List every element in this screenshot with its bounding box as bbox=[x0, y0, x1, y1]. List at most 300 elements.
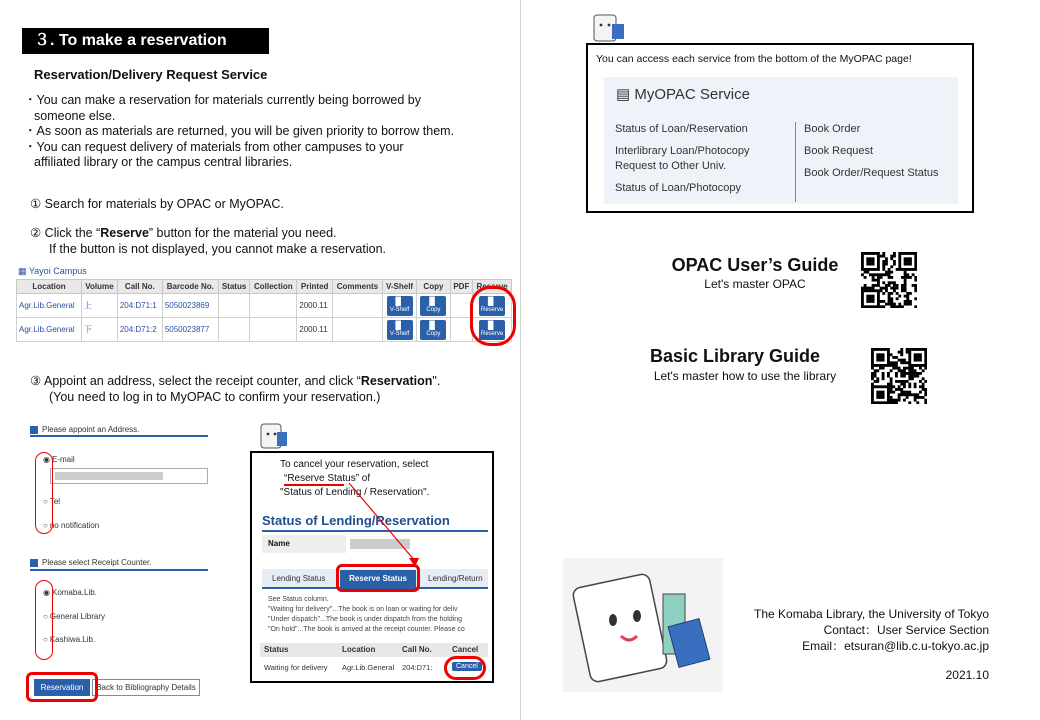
location-cell[interactable]: Agr.Lib.General bbox=[17, 294, 82, 318]
qr-module bbox=[876, 391, 879, 394]
qr-module bbox=[874, 305, 877, 308]
qr-code-icon[interactable] bbox=[871, 348, 927, 404]
qr-module bbox=[898, 380, 901, 383]
qr-module bbox=[898, 399, 901, 402]
qr-module bbox=[903, 385, 906, 388]
qr-module bbox=[885, 303, 888, 306]
qr-module bbox=[864, 305, 867, 308]
qr-module bbox=[909, 268, 912, 271]
qr-module bbox=[885, 271, 888, 274]
column-header: Printed bbox=[297, 280, 333, 294]
qr-module bbox=[888, 284, 891, 287]
qr-module bbox=[887, 383, 890, 386]
qr-module bbox=[866, 257, 869, 260]
qr-module bbox=[898, 263, 901, 266]
qr-module bbox=[877, 263, 880, 266]
status-cell bbox=[218, 294, 250, 318]
qr-module bbox=[877, 300, 880, 303]
qr-module bbox=[909, 263, 912, 266]
qr-module bbox=[866, 271, 869, 274]
qr-module bbox=[882, 367, 885, 370]
comments-cell bbox=[333, 318, 383, 342]
qr-module bbox=[900, 369, 903, 372]
qr-module bbox=[904, 300, 907, 303]
qr-module bbox=[864, 252, 867, 255]
reserve-button[interactable]: ▉ Reserve bbox=[479, 320, 505, 340]
qr-module bbox=[872, 279, 875, 282]
qr-module bbox=[892, 367, 895, 370]
qr-module bbox=[912, 252, 915, 255]
qr-module bbox=[914, 399, 917, 402]
myopac-note: You can access each service from the bottom of the MyOPAC page! bbox=[596, 53, 912, 65]
address-heading-text: Please appoint an Address. bbox=[42, 425, 140, 434]
qr-module bbox=[871, 359, 874, 362]
qr-module bbox=[871, 401, 874, 404]
qr-module bbox=[882, 393, 885, 396]
qr-module bbox=[877, 305, 880, 308]
qr-module bbox=[914, 393, 917, 396]
qr-module bbox=[916, 353, 919, 356]
qr-module bbox=[877, 279, 880, 282]
qr-module bbox=[904, 263, 907, 266]
qr-code-icon[interactable] bbox=[861, 252, 917, 308]
qr-module bbox=[908, 356, 911, 359]
qr-module bbox=[900, 348, 903, 351]
qr-module bbox=[924, 353, 927, 356]
qr-module bbox=[874, 364, 877, 367]
qr-module bbox=[908, 361, 911, 364]
qr-module bbox=[912, 284, 915, 287]
qr-module bbox=[871, 351, 874, 354]
qr-module bbox=[908, 351, 911, 354]
qr-module bbox=[887, 399, 890, 402]
column-header: Volume bbox=[82, 280, 118, 294]
qr-module bbox=[914, 364, 917, 367]
qr-module bbox=[872, 268, 875, 271]
qr-module bbox=[898, 385, 901, 388]
call-no-cell: 204:D71:1 bbox=[117, 294, 162, 318]
qr-module bbox=[903, 359, 906, 362]
qr-module bbox=[903, 391, 906, 394]
collection-cell bbox=[250, 294, 297, 318]
qr-module bbox=[896, 305, 899, 308]
qr-module bbox=[911, 372, 914, 375]
qr-module bbox=[909, 260, 912, 263]
qr-module bbox=[880, 300, 883, 303]
qr-module bbox=[916, 372, 919, 375]
qr-module bbox=[904, 287, 907, 290]
qr-module bbox=[879, 364, 882, 367]
radio-no-notification[interactable]: ○ no notification bbox=[43, 521, 99, 530]
qr-module bbox=[911, 375, 914, 378]
qr-module bbox=[887, 401, 890, 404]
qr-module bbox=[908, 393, 911, 396]
qr-module bbox=[908, 375, 911, 378]
step-3-text: ". bbox=[432, 374, 441, 388]
qr-module bbox=[871, 393, 874, 396]
qr-module bbox=[876, 385, 879, 388]
qr-module bbox=[888, 295, 891, 298]
qr-module bbox=[922, 396, 925, 399]
qr-module bbox=[874, 252, 877, 255]
qr-module bbox=[890, 271, 893, 274]
qr-module bbox=[906, 303, 909, 306]
qr-module bbox=[900, 361, 903, 364]
qr-module bbox=[861, 263, 864, 266]
radio-komaba[interactable]: ◉ Komaba.Lib. bbox=[43, 588, 97, 597]
qr-module bbox=[893, 260, 896, 263]
qr-module bbox=[869, 273, 872, 276]
qr-module bbox=[869, 300, 872, 303]
step-2 bbox=[30, 225, 337, 241]
qr-module bbox=[914, 265, 917, 268]
qr-module bbox=[892, 399, 895, 402]
qr-module bbox=[914, 396, 917, 399]
counter-heading bbox=[30, 558, 151, 567]
qr-module bbox=[904, 289, 907, 292]
qr-module bbox=[879, 391, 882, 394]
location-cell[interactable]: Agr.Lib.General bbox=[17, 318, 82, 342]
qr-module bbox=[871, 377, 874, 380]
qr-module bbox=[903, 393, 906, 396]
radio-email[interactable]: ◉ E-mail bbox=[43, 455, 75, 464]
campus-name: Yayoi Campus bbox=[28, 266, 87, 276]
qr-module bbox=[880, 287, 883, 290]
radio-kashiwa[interactable]: ○ Kashiwa.Lib. bbox=[43, 635, 95, 644]
qr-module bbox=[924, 367, 927, 370]
underline bbox=[284, 484, 344, 486]
qr-module bbox=[924, 356, 927, 359]
qr-module bbox=[916, 364, 919, 367]
qr-module bbox=[919, 356, 922, 359]
qr-module bbox=[869, 252, 872, 255]
qr-module bbox=[890, 300, 893, 303]
qr-module bbox=[877, 268, 880, 271]
qr-module bbox=[906, 297, 909, 300]
qr-module bbox=[922, 348, 925, 351]
link-loan-photocopy[interactable]: Status of Loan/Photocopy bbox=[615, 182, 741, 194]
qr-module bbox=[906, 372, 909, 375]
reservation-highlight bbox=[26, 672, 98, 702]
qr-module bbox=[880, 289, 883, 292]
qr-module bbox=[864, 276, 867, 279]
step-3-note: (You need to log in to MyOPAC to confirm your reservation.) bbox=[49, 390, 381, 404]
qr-module bbox=[882, 287, 885, 290]
qr-module bbox=[864, 268, 867, 271]
qr-module bbox=[888, 281, 891, 284]
qr-module bbox=[900, 393, 903, 396]
qr-module bbox=[882, 273, 885, 276]
qr-module bbox=[872, 252, 875, 255]
qr-module bbox=[901, 305, 904, 308]
qr-module bbox=[877, 252, 880, 255]
vshelf-button[interactable]: ▉ V-Shelf bbox=[387, 296, 413, 316]
qr-module bbox=[871, 385, 874, 388]
qr-module bbox=[872, 300, 875, 303]
qr-module bbox=[890, 383, 893, 386]
qr-module bbox=[911, 377, 914, 380]
qr-module bbox=[908, 383, 911, 386]
qr-module bbox=[890, 401, 893, 404]
qr-module bbox=[898, 369, 901, 372]
qr-module bbox=[916, 356, 919, 359]
qr-module bbox=[877, 289, 880, 292]
qr-module bbox=[861, 268, 864, 271]
qr-module bbox=[871, 375, 874, 378]
qr-module bbox=[911, 364, 914, 367]
qr-module bbox=[888, 268, 891, 271]
qr-module bbox=[890, 361, 893, 364]
printed-cell: 2000.11 bbox=[297, 294, 333, 318]
qr-module bbox=[898, 260, 901, 263]
radio-tel[interactable]: ○ Tel bbox=[43, 497, 60, 506]
vshelf-cell bbox=[382, 294, 416, 318]
qr-module bbox=[877, 273, 880, 276]
qr-module bbox=[916, 375, 919, 378]
qr-module bbox=[882, 356, 885, 359]
panel-divider bbox=[795, 122, 796, 202]
qr-module bbox=[892, 385, 895, 388]
qr-module bbox=[882, 377, 885, 380]
qr-module bbox=[896, 292, 899, 295]
qr-module bbox=[919, 372, 922, 375]
qr-module bbox=[898, 295, 901, 298]
qr-module bbox=[895, 399, 898, 402]
qr-module bbox=[887, 391, 890, 394]
qr-module bbox=[890, 276, 893, 279]
qr-module bbox=[898, 252, 901, 255]
qr-module bbox=[898, 305, 901, 308]
qr-module bbox=[882, 260, 885, 263]
qr-module bbox=[879, 353, 882, 356]
qr-module bbox=[890, 385, 893, 388]
qr-module bbox=[906, 351, 909, 354]
column-header: V-Shelf bbox=[382, 280, 416, 294]
qr-module bbox=[869, 287, 872, 290]
qr-module bbox=[877, 260, 880, 263]
qr-module bbox=[874, 268, 877, 271]
call-no-cell: 204:D71:2 bbox=[117, 318, 162, 342]
mascot-icon bbox=[588, 12, 628, 46]
qr-module bbox=[898, 367, 901, 370]
qr-module bbox=[896, 287, 899, 290]
qr-module bbox=[895, 388, 898, 391]
qr-module bbox=[871, 353, 874, 356]
qr-module bbox=[912, 268, 915, 271]
result-header bbox=[260, 643, 488, 657]
column-header: Location bbox=[342, 645, 376, 654]
qr-module bbox=[898, 388, 901, 391]
qr-module bbox=[906, 263, 909, 266]
see-status: See Status column. bbox=[268, 596, 329, 603]
qr-module bbox=[877, 281, 880, 284]
qr-module bbox=[906, 292, 909, 295]
column-header: Status bbox=[264, 645, 289, 654]
step-3-bold: Reservation bbox=[360, 374, 433, 388]
qr-module bbox=[903, 367, 906, 370]
tab-reserve-status[interactable]: Reserve Status bbox=[340, 570, 416, 587]
qr-module bbox=[906, 260, 909, 263]
cancel-highlight bbox=[444, 656, 486, 680]
qr-module bbox=[876, 353, 879, 356]
qr-module bbox=[874, 372, 877, 375]
back-button[interactable]: Back to Bibliography Details bbox=[92, 679, 200, 696]
qr-module bbox=[895, 364, 898, 367]
qr-module bbox=[904, 303, 907, 306]
qr-module bbox=[903, 399, 906, 402]
qr-module bbox=[861, 297, 864, 300]
qr-module bbox=[885, 289, 888, 292]
qr-module bbox=[900, 359, 903, 362]
qr-module bbox=[887, 396, 890, 399]
qr-module bbox=[903, 375, 906, 378]
link-book-request[interactable]: Book Request bbox=[804, 145, 874, 157]
link-book-order[interactable]: Book Order bbox=[804, 123, 861, 135]
qr-module bbox=[871, 391, 874, 394]
qr-module bbox=[874, 348, 877, 351]
qr-module bbox=[893, 287, 896, 290]
qr-module bbox=[885, 263, 888, 266]
qr-module bbox=[890, 292, 893, 295]
qr-module bbox=[890, 369, 893, 372]
qr-module bbox=[924, 351, 927, 354]
link-request-other[interactable]: Request to Other Univ. bbox=[615, 160, 727, 172]
qr-module bbox=[885, 287, 888, 290]
qr-module bbox=[884, 401, 887, 404]
qr-module bbox=[872, 273, 875, 276]
step-3-text: ③ Appoint an address, select the receipt counter, and click “ bbox=[30, 374, 361, 388]
qr-module bbox=[909, 257, 912, 260]
guide2-title: Basic Library Guide bbox=[649, 346, 821, 366]
qr-module bbox=[906, 393, 909, 396]
qr-module bbox=[924, 348, 927, 351]
table-row bbox=[17, 294, 512, 318]
tab-lending-status[interactable]: Lending Status bbox=[272, 574, 326, 583]
email-field[interactable] bbox=[50, 468, 208, 484]
link-loan-reservation[interactable]: Status of Loan/Reservation bbox=[615, 123, 748, 135]
qr-module bbox=[877, 297, 880, 300]
cancel-line: “Reserve Status” of bbox=[284, 473, 371, 484]
reserve-highlight bbox=[470, 286, 516, 346]
qr-module bbox=[871, 356, 874, 359]
reserve-button[interactable]: ▉ Reserve bbox=[479, 296, 505, 316]
qr-module bbox=[895, 380, 898, 383]
step-1: ① Search for materials by OPAC or MyOPAC. bbox=[30, 197, 284, 211]
qr-module bbox=[888, 273, 891, 276]
tab-lending-return[interactable]: Lending/Return bbox=[428, 574, 483, 583]
qr-module bbox=[914, 260, 917, 263]
mascot-illustration bbox=[563, 558, 723, 692]
copy-button[interactable]: ▉ Copy bbox=[420, 296, 446, 316]
qr-module bbox=[874, 284, 877, 287]
qr-module bbox=[912, 273, 915, 276]
qr-module bbox=[909, 300, 912, 303]
vshelf-button[interactable]: ▉ V-Shelf bbox=[387, 320, 413, 340]
status-cell bbox=[218, 318, 250, 342]
link-interlibrary[interactable]: Interlibrary Loan/Photocopy bbox=[615, 145, 750, 157]
qr-module bbox=[882, 305, 885, 308]
qr-module bbox=[890, 380, 893, 383]
address-highlight bbox=[35, 452, 53, 534]
qr-module bbox=[908, 401, 911, 404]
qr-module bbox=[861, 252, 864, 255]
qr-module bbox=[901, 287, 904, 290]
qr-module bbox=[869, 295, 872, 298]
qr-module bbox=[874, 369, 877, 372]
qr-module bbox=[906, 273, 909, 276]
qr-module bbox=[890, 297, 893, 300]
row-call-no: 204:D71: bbox=[402, 663, 433, 672]
qr-module bbox=[909, 276, 912, 279]
qr-module bbox=[906, 300, 909, 303]
qr-module bbox=[885, 284, 888, 287]
column-header: Call No. bbox=[117, 280, 162, 294]
qr-module bbox=[872, 263, 875, 266]
qr-module bbox=[900, 383, 903, 386]
cancel-button[interactable]: Cancel bbox=[452, 662, 482, 671]
qr-module bbox=[864, 289, 867, 292]
row-status: Waiting for delivery bbox=[264, 663, 328, 672]
qr-module bbox=[906, 396, 909, 399]
qr-module bbox=[924, 364, 927, 367]
qr-module bbox=[898, 393, 901, 396]
reservation-button[interactable]: Reservation bbox=[34, 679, 90, 696]
qr-module bbox=[919, 348, 922, 351]
barcode-cell: 5050023869 bbox=[162, 294, 218, 318]
qr-module bbox=[879, 393, 882, 396]
qr-module bbox=[876, 369, 879, 372]
issue-date: 2021.10 bbox=[945, 668, 989, 682]
qr-module bbox=[884, 385, 887, 388]
qr-module bbox=[877, 303, 880, 306]
qr-module bbox=[896, 284, 899, 287]
qr-module bbox=[876, 364, 879, 367]
qr-module bbox=[885, 273, 888, 276]
qr-module bbox=[906, 380, 909, 383]
qr-module bbox=[914, 252, 917, 255]
qr-module bbox=[924, 399, 927, 402]
qr-module bbox=[876, 396, 879, 399]
link-order-status[interactable]: Book Order/Request Status bbox=[804, 167, 939, 179]
qr-module bbox=[909, 303, 912, 306]
qr-module bbox=[919, 353, 922, 356]
holdings-table bbox=[16, 279, 512, 342]
check-icon bbox=[30, 559, 38, 567]
qr-module bbox=[869, 289, 872, 292]
qr-module bbox=[879, 348, 882, 351]
radio-general-library[interactable]: ○ General Library bbox=[43, 612, 105, 621]
email-redacted bbox=[55, 472, 163, 480]
section-title: ３. To make a reservation bbox=[22, 28, 269, 54]
qr-module bbox=[895, 375, 898, 378]
qr-module bbox=[908, 364, 911, 367]
qr-module bbox=[888, 292, 891, 295]
qr-module bbox=[861, 287, 864, 290]
qr-module bbox=[877, 257, 880, 260]
qr-module bbox=[879, 385, 882, 388]
qr-module bbox=[916, 393, 919, 396]
copy-button[interactable]: ▉ Copy bbox=[420, 320, 446, 340]
qr-module bbox=[919, 380, 922, 383]
footer-email[interactable]: Email：etsuran@lib.c.u-tokyo.ac.jp bbox=[802, 639, 989, 653]
qr-module bbox=[914, 289, 917, 292]
qr-module bbox=[922, 385, 925, 388]
qr-module bbox=[911, 367, 914, 370]
qr-module bbox=[898, 359, 901, 362]
qr-module bbox=[914, 287, 917, 290]
qr-module bbox=[877, 295, 880, 298]
qr-module bbox=[906, 276, 909, 279]
